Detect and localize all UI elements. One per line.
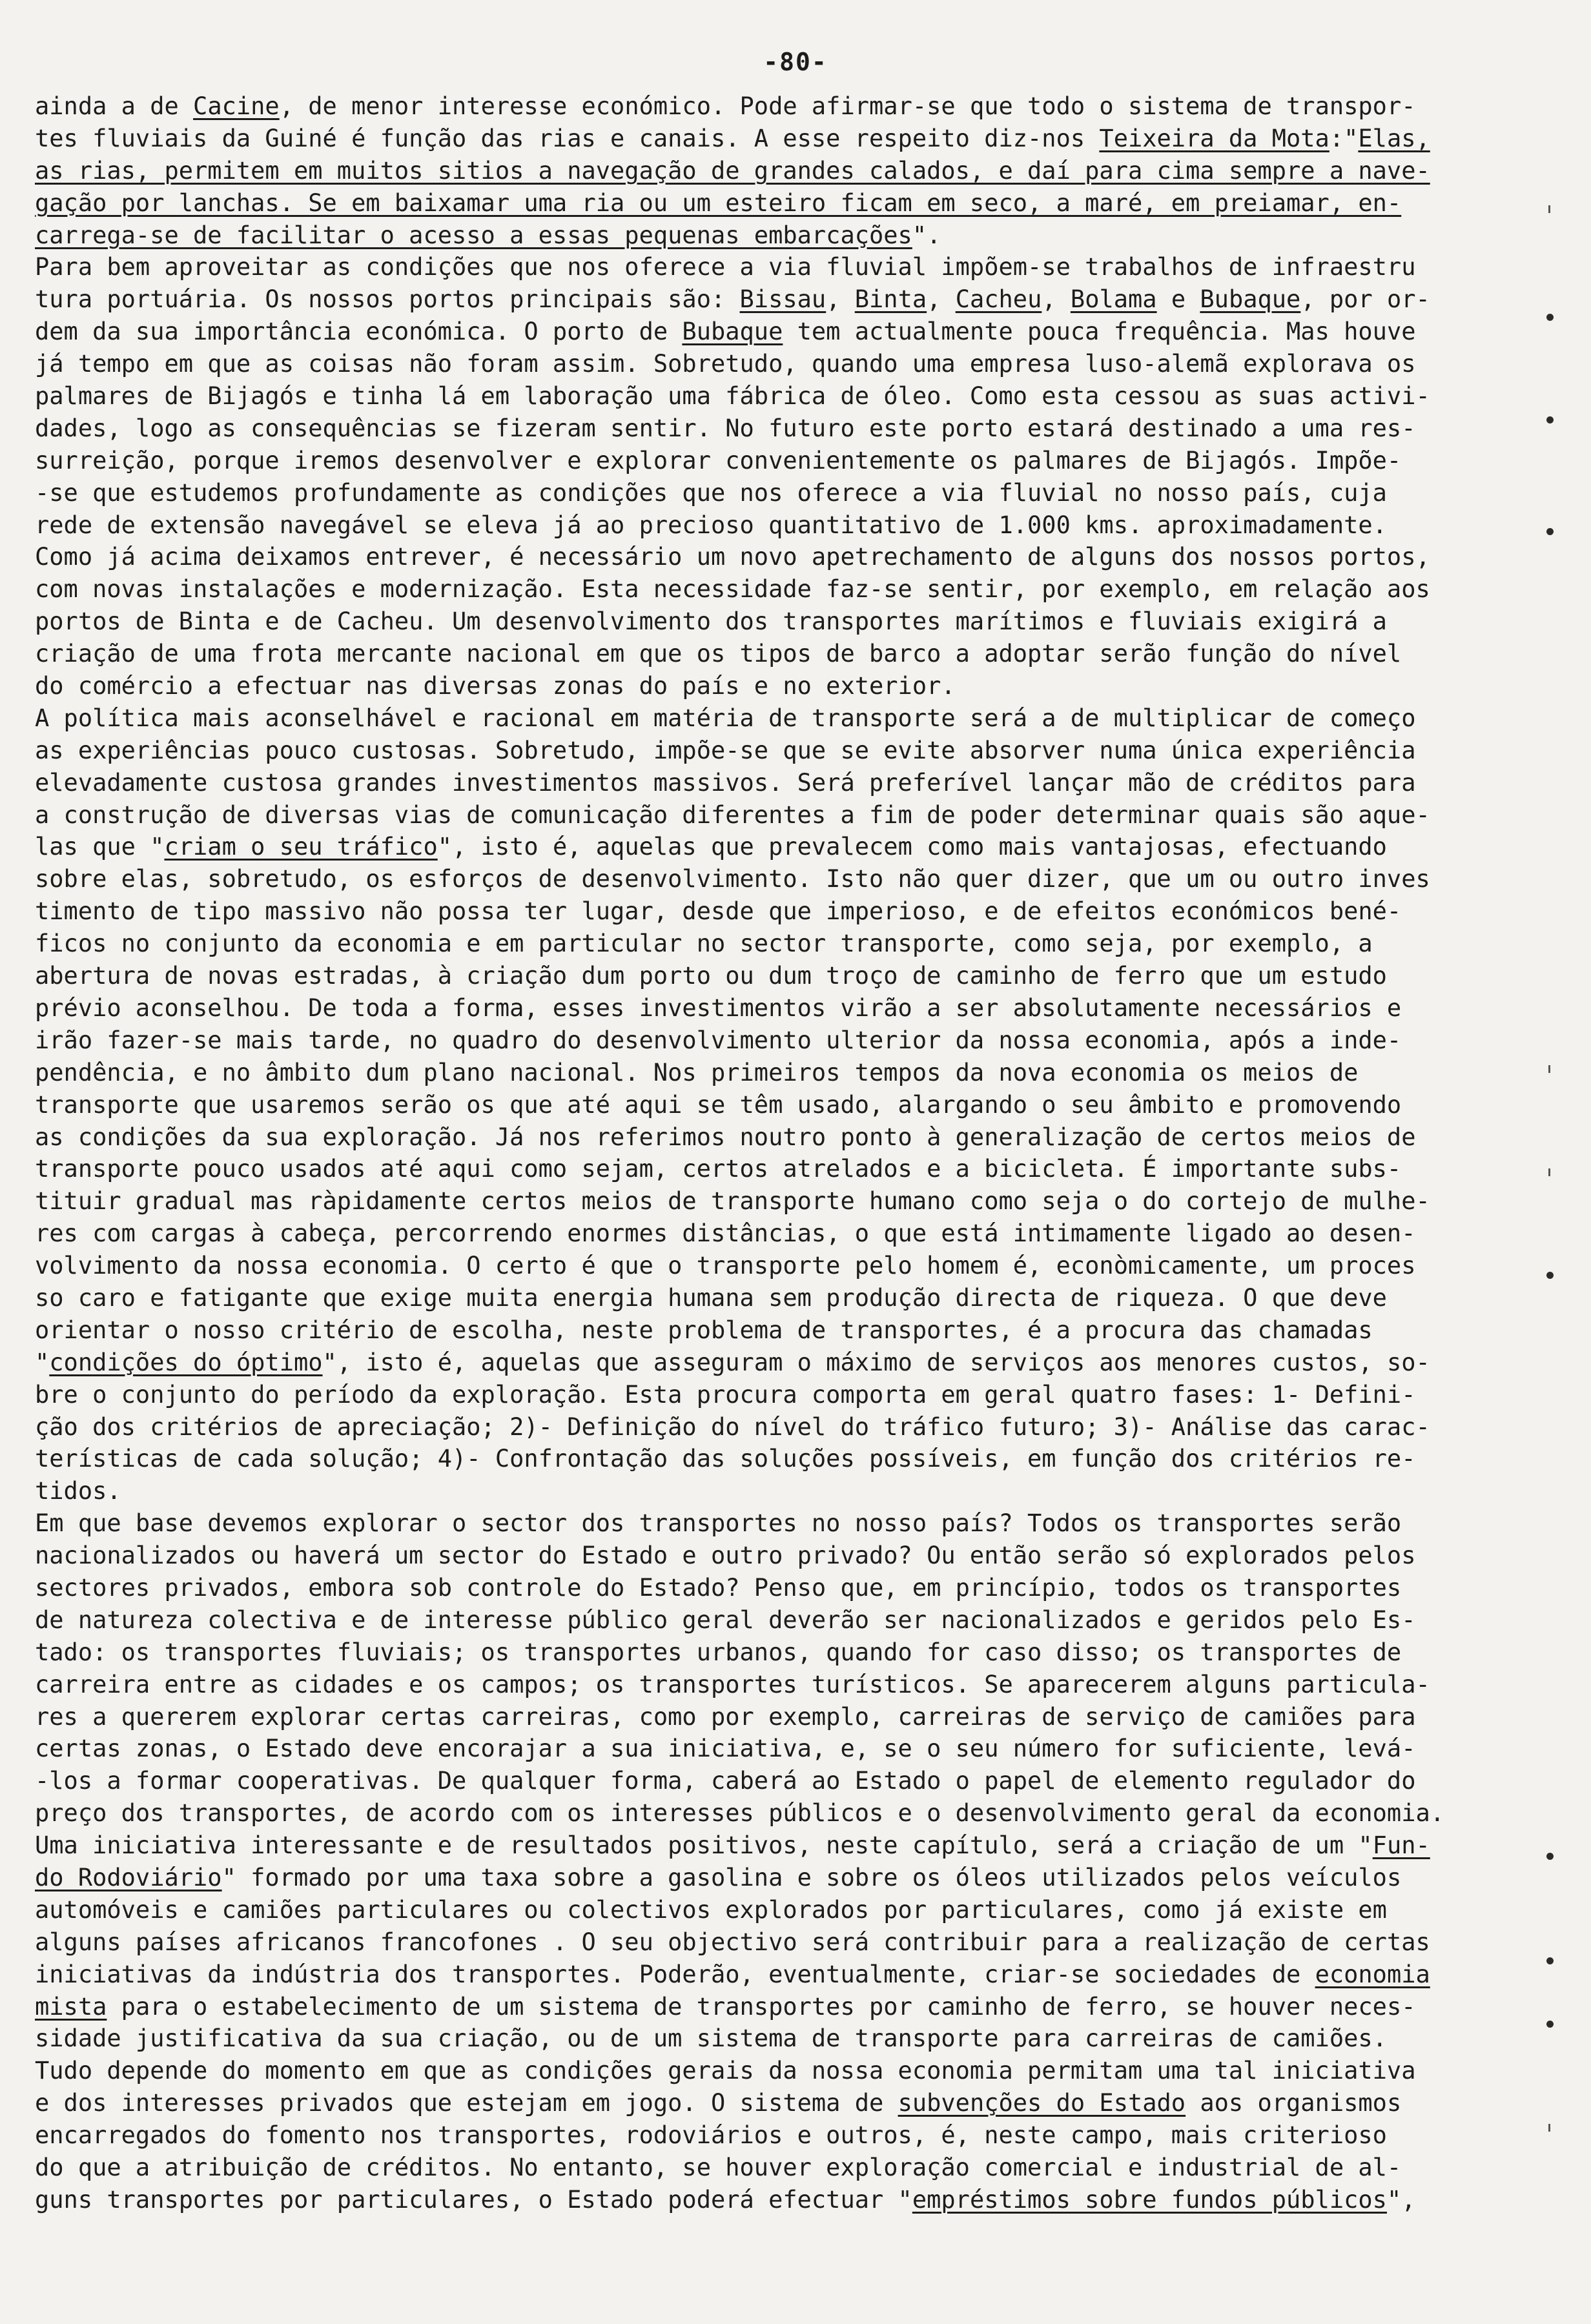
text-segment: as experiências pouco custosas. Sobretudo, impõe-se que se evite absorver numa única experiência [35, 736, 1416, 764]
text-segment: portos de Binta e de Cacheu. Um desenvolvimento dos transportes marítimos e fluviais exigirá a [35, 607, 1387, 636]
underlined-text: Bolama [1070, 285, 1157, 314]
text-segment: tado: os transportes fluviais; os transportes urbanos, quando for caso disso; os transportes de [35, 1638, 1402, 1666]
text-segment: bre o conjunto do período da exploração. Esta procura comporta em geral quatro fases: 1- Defini- [35, 1380, 1416, 1409]
text-segment: tem actualmente pouca frequência. Mas houve [783, 318, 1416, 346]
text-line [35, 1669, 1520, 1701]
underlined-text: economia [1315, 1960, 1430, 1988]
text-segment: pendência, e no âmbito dum plano nacional. Nos primeiros tempos da nova economia os meios de [35, 1058, 1359, 1086]
margin-mark [1548, 205, 1550, 213]
text-segment: Em que base devemos explorar o sector dos transportes no nosso país? Todos os transportes serão [35, 1509, 1402, 1538]
underlined-text: gação por lanchas. Se em baixamar uma ria ou um esteiro ficam em seco, a maré, em preiamar, en- [35, 189, 1402, 217]
text-segment: e dos interesses privados que estejam em jogo. O sistema de [35, 2089, 898, 2117]
underlined-text: as rias, permitem em muitos sitios a navegação de grandes calados, e daí para cima sempre a nave- [35, 156, 1430, 185]
margin-mark [1548, 1168, 1550, 1176]
text-line [35, 1347, 1520, 1379]
text-line [35, 573, 1520, 606]
text-line [35, 1991, 1520, 2023]
text-line [35, 2023, 1520, 2055]
text-segment: Para bem aproveitar as condições que nos oferece a via fluvial impõem-se trabalhos de infraestru [35, 253, 1416, 281]
text-segment: e [1156, 285, 1200, 314]
text-line [35, 1218, 1520, 1250]
text-segment: transporte que usaremos serão os que até aqui se têm usado, alargando o seu âmbito e promovendo [35, 1090, 1402, 1119]
text-line [35, 831, 1520, 863]
text-line [35, 735, 1520, 767]
text-line [35, 1282, 1520, 1314]
margin-mark [1546, 528, 1554, 535]
margin-mark [1546, 416, 1554, 423]
text-segment: , por or- [1300, 285, 1430, 314]
text-segment: ", isto é, aquelas que prevalecem como mais vantajosas, efectuando [437, 833, 1387, 861]
underlined-text: Bubaque [682, 318, 783, 346]
text-segment: Tudo depende do momento em que as condições gerais da nossa economia permitam uma tal iniciativa [35, 2057, 1416, 2085]
text-line [35, 123, 1520, 155]
underlined-text: subvenções do Estado [898, 2089, 1186, 2117]
underlined-text: Bubaque [1200, 285, 1301, 314]
underlined-text: Elas, [1358, 124, 1430, 152]
text-line [35, 2055, 1520, 2087]
text-segment: de natureza colectiva e de interesse público geral deverão ser nacionalizados e geridos pelo Es- [35, 1605, 1416, 1634]
text-segment: tura portuária. Os nossos portos principais são: [35, 285, 740, 314]
text-line [35, 1379, 1520, 1411]
text-line [35, 2119, 1520, 2152]
text-segment: guns transportes por particulares, o Estado poderá efectuar " [35, 2185, 912, 2214]
text-line [35, 1894, 1520, 1926]
text-line [35, 1830, 1520, 1862]
text-segment: sectores privados, embora sob controle do Estado? Penso que, em princípio, todos os transportes [35, 1573, 1402, 1602]
text-segment: encarregados do fomento nos transportes, rodoviários e outros, é, neste campo, mais criterioso [35, 2121, 1387, 2150]
text-segment: nacionalizados ou haverá um sector do Estado e outro privado? Ou então serão só explorados pelos [35, 1542, 1416, 1570]
text-line [35, 1475, 1520, 1507]
underlined-text: do Rodoviário [35, 1863, 222, 1891]
text-segment: para o estabelecimento de um sistema de transportes por caminho de ferro, se houver neces- [107, 1992, 1416, 2021]
text-line [35, 283, 1520, 316]
text-line [35, 1797, 1520, 1830]
text-segment: criação de uma frota mercante nacional em que os tipos de barco a adoptar serão função do nível [35, 640, 1402, 668]
text-segment: , [1042, 285, 1071, 314]
text-segment: -los a formar cooperativas. De qualquer forma, caberá ao Estado o papel de elemento regulador do [35, 1767, 1416, 1795]
text-line [35, 638, 1520, 670]
text-segment: dades, logo as consequências se fizeram sentir. No futuro este porto estará destinado a uma res- [35, 414, 1416, 442]
underlined-text: Binta [854, 285, 927, 314]
underlined-text: empréstimos sobre fundos públicos [912, 2185, 1387, 2214]
text-segment: , [927, 285, 956, 314]
underlined-text: Teixeira da Mota [1099, 124, 1329, 152]
text-segment: , [826, 285, 855, 314]
text-line [35, 1733, 1520, 1765]
underlined-text: criam o seu tráfico [164, 833, 438, 861]
text-line [35, 509, 1520, 542]
text-segment: so caro e fatigante que exige muita energia humana sem produção directa de riqueza. O que deve [35, 1283, 1387, 1312]
text-line [35, 477, 1520, 509]
text-segment: ção dos critérios de apreciação; 2)- Definição do nível do tráfico futuro; 3)- Análise das carac- [35, 1412, 1430, 1441]
text-segment: terísticas de cada solução; 4)- Confrontação das soluções possíveis, em função dos critérios re- [35, 1445, 1416, 1473]
text-segment: surreição, porque iremos desenvolver e explorar convenientemente os palmares de Bijagós. Impõe- [35, 446, 1402, 474]
text-segment: preço dos transportes, de acordo com os interesses públicos e o desenvolvimento geral da economia. [35, 1799, 1445, 1828]
text-segment: ainda a de [35, 92, 194, 120]
margin-mark [1546, 1272, 1554, 1279]
text-segment: prévio aconselhou. De toda a forma, esses investimentos virão a ser absolutamente necessários e [35, 994, 1402, 1022]
text-segment: dem da sua importância económica. O porto de [35, 318, 683, 346]
text-line [35, 1057, 1520, 1089]
text-line [35, 1926, 1520, 1959]
text-segment: -se que estudemos profundamente as condições que nos oferece a via fluvial no nosso país, cuja [35, 478, 1387, 507]
text-segment: iniciativas da indústria dos transportes. Poderão, eventualmente, criar-se sociedades de [35, 1960, 1315, 1988]
underlined-text: Cacine [193, 92, 280, 120]
text-line [35, 2184, 1520, 2216]
underlined-text: mista [35, 1992, 107, 2021]
text-segment: sobre elas, sobretudo, os esforços de desenvolvimento. Isto não quer dizer, que um ou outro inves [35, 865, 1430, 893]
text-segment: tidos. [35, 1477, 121, 1505]
text-line [35, 1411, 1520, 1443]
text-line [35, 1959, 1520, 1991]
text-line [35, 1636, 1520, 1669]
text-segment: transporte pouco usados até aqui como sejam, certos atrelados e a bicicleta. É importante subs- [35, 1155, 1402, 1183]
text-segment: certas zonas, o Estado deve encorajar a sua iniciativa, e, se o seu número for suficiente, levá- [35, 1735, 1416, 1763]
text-segment: res com cargas à cabeça, percorrendo enormes distâncias, o que está intimamente ligado ao desen- [35, 1219, 1416, 1248]
underlined-text: carrega-se de facilitar o acesso a essas pequenas embarcações [35, 221, 912, 249]
text-segment: aos organismos [1186, 2089, 1402, 2117]
text-segment: com novas instalações e modernização. Esta necessidade faz-se sentir, por exemplo, em relação aos [35, 575, 1430, 604]
text-segment: ", [1386, 2185, 1416, 2214]
text-segment: elevadamente custosa grandes investimentos massivos. Será preferível lançar mão de créditos para [35, 768, 1416, 797]
text-segment: do comércio a efectuar nas diversas zonas do país e no exterior. [35, 672, 956, 700]
text-line [35, 702, 1520, 735]
text-line [35, 863, 1520, 895]
text-line [35, 992, 1520, 1024]
text-segment: timento de tipo massivo não possa ter lugar, desde que imperioso, e de efeitos económicos bené- [35, 897, 1402, 926]
text-line [35, 928, 1520, 960]
text-segment: tes fluviais da Guiné é função das rias e canais. A esse respeito diz-nos [35, 124, 1100, 152]
text-line [35, 1765, 1520, 1797]
text-segment: ", isto é, aquelas que asseguram o máximo de serviços aos menores custos, so- [322, 1348, 1430, 1376]
underlined-text: Fun- [1372, 1831, 1430, 1860]
text-line [35, 187, 1520, 219]
text-segment: irão fazer-se mais tarde, no quadro do desenvolvimento ulterior da nossa economia, após a inde- [35, 1026, 1402, 1054]
text-segment: Como já acima deixamos entrever, é necessário um novo apetrechamento de alguns dos nossos portos, [35, 543, 1430, 571]
text-segment: sidade justificativa da sua criação, ou de um sistema de transporte para carreiras de camiões. [35, 2024, 1387, 2053]
text-segment: , de menor interesse económico. Pode afirmar-se que todo o sistema de transpor- [279, 92, 1416, 120]
text-segment: carreira entre as cidades e os campos; os transportes turísticos. Se aparecerem alguns particula- [35, 1670, 1430, 1698]
text-segment: tituir gradual mas ràpidamente certos meios de transporte humano como seja o do cortejo de mulhe- [35, 1187, 1430, 1216]
text-line [35, 90, 1520, 123]
text-segment: res a quererem explorar certas carreiras, como por exemplo, carreiras de serviço de camiões para [35, 1702, 1416, 1731]
text-line [35, 219, 1520, 252]
text-segment: ". [912, 221, 941, 249]
text-line [35, 670, 1520, 702]
margin-mark [1546, 2021, 1554, 2028]
text-line [35, 1024, 1520, 1057]
text-line [35, 1701, 1520, 1733]
text-segment: A política mais aconselhável e racional em matéria de transporte será a de multiplicar de começo [35, 704, 1416, 732]
text-segment: do que a atribuição de créditos. No entanto, se houver exploração comercial e industrial de al- [35, 2154, 1402, 2181]
text-line [35, 606, 1520, 638]
text-line [35, 541, 1520, 573]
text-segment: palmares de Bijagós e tinha lá em laboração uma fábrica de óleo. Como esta cessou as suas activi- [35, 382, 1430, 411]
text-line [35, 413, 1520, 445]
text-line [35, 1185, 1520, 1218]
text-line [35, 1250, 1520, 1282]
text-segment: automóveis e camiões particulares ou colectivos explorados por particulares, como já existe em [35, 1895, 1387, 1924]
underlined-text: Cacheu [955, 285, 1042, 314]
text-line [35, 1572, 1520, 1604]
text-line [35, 799, 1520, 831]
text-segment: las que " [35, 833, 165, 861]
text-line [35, 1507, 1520, 1540]
page-number: -80- [763, 48, 828, 76]
text-line [35, 348, 1520, 380]
text-line [35, 1443, 1520, 1475]
text-line [35, 1153, 1520, 1185]
text-segment: " [35, 1348, 50, 1376]
text-segment: já tempo em que as coisas não foram assim. Sobretudo, quando uma empresa luso-alemã explorava os [35, 350, 1416, 378]
text-line [35, 251, 1520, 283]
margin-mark [1546, 314, 1554, 321]
text-line [35, 380, 1520, 413]
text-segment: as condições da sua exploração. Já nos referimos noutro ponto à generalização de certos meios de [35, 1123, 1416, 1151]
text-line [35, 445, 1520, 477]
text-line [35, 1862, 1520, 1894]
text-segment: ficos no conjunto da economia e em particular no sector transporte, como seja, por exemplo, a [35, 930, 1373, 958]
underlined-text: Bissau [739, 285, 826, 314]
margin-mark [1548, 1065, 1550, 1073]
text-line [35, 960, 1520, 992]
text-line [35, 1540, 1520, 1572]
margin-mark [1546, 1853, 1554, 1860]
text-segment: abertura de novas estradas, à criação dum porto ou dum troço de caminho de ferro que um estudo [35, 962, 1387, 990]
text-segment: " formado por uma taxa sobre a gasolina e sobre os óleos utilizados pelos veículos [221, 1863, 1402, 1891]
text-line [35, 895, 1520, 928]
text-segment: a construção de diversas vias de comunicação diferentes a fim de poder determinar quais são aque- [35, 800, 1430, 829]
margin-mark [1548, 2124, 1550, 2132]
text-line [35, 155, 1520, 187]
text-line [35, 2087, 1520, 2119]
text-line [35, 2152, 1520, 2184]
text-line [35, 316, 1520, 348]
text-segment: Uma iniciativa interessante e de resultados positivos, neste capítulo, será a criação de um " [35, 1831, 1373, 1860]
text-line [35, 1089, 1520, 1121]
text-segment: volvimento da nossa economia. O certo é que o transporte pelo homem é, econòmicamente, um proces [35, 1252, 1416, 1280]
text-line [35, 767, 1520, 799]
underlined-text: condições do óptimo [49, 1348, 323, 1376]
document-text-body [35, 90, 1520, 2216]
text-line [35, 1121, 1520, 1154]
text-segment: orientar o nosso critério de escolha, neste problema de transportes, é a procura das chamadas [35, 1316, 1373, 1344]
text-line [35, 1604, 1520, 1636]
margin-mark [1546, 1957, 1554, 1964]
text-segment: alguns países africanos francofones . O seu objectivo será contribuir para a realização de certas [35, 1928, 1430, 1956]
text-segment: :" [1329, 124, 1359, 152]
text-segment: rede de extensão navegável se eleva já ao precioso quantitativo de 1.000 kms. aproximadamente. [35, 511, 1387, 539]
text-line [35, 1314, 1520, 1347]
